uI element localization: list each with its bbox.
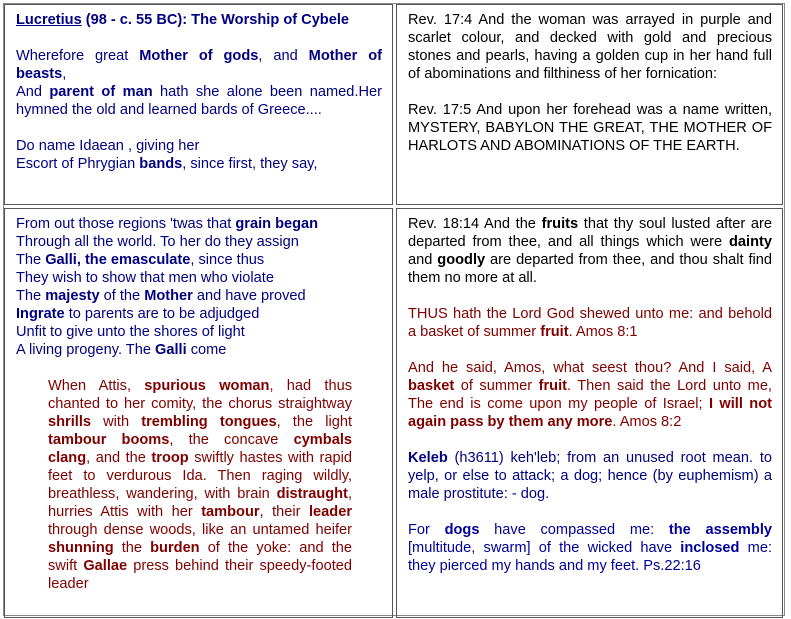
emphasis-text: dainty: [729, 234, 772, 250]
body-text: have compassed me:: [479, 522, 669, 538]
emphasis-text: Keleb: [408, 450, 448, 466]
body-text: swiftly hastes with rapid feet to verdurous Ida. Then raging wildly, breathless, wandering, with brain: [48, 450, 352, 502]
emphasis-text: fruit: [538, 378, 567, 394]
amos-8-1: [408, 305, 772, 341]
body-text: , hurries Attis with her: [48, 486, 352, 520]
lucretius-cell: [4, 4, 393, 205]
emphasis-text: Galli: [155, 342, 187, 358]
galli-line: [16, 233, 382, 251]
rev-17-4: Rev. 17:4 And the woman was arrayed in purple and scarlet colour, and decked with gold and precious stones and pearls, having a golden cup in her hand full of abominations and filthiness of her fornication:: [408, 12, 772, 82]
lucretius-line-idaean: Do name Idaean , giving her: [16, 138, 200, 154]
emphasis-text: burden: [150, 540, 200, 556]
emphasis-text: parent of man: [49, 84, 153, 100]
body-text: The: [16, 288, 46, 304]
emphasis-text: goodly: [437, 252, 486, 268]
rev-17-5: Rev. 17:5 And upon her forehead was a name written, MYSTERY, BABYLON THE GREAT, THE MOTHER OF HARLOTS AND ABOMINATIONS OF THE EARTH.: [408, 102, 772, 154]
body-text: press behind their speedy-footed leader: [48, 558, 352, 592]
body-text: hath she alone been named.Her hymned the old and learned bards of Greece....: [16, 84, 382, 118]
lucretius-heading-rest: (98 - c. 55 BC): The Worship of Cybele: [81, 12, 350, 28]
body-text: with: [91, 414, 142, 430]
galli-line: [16, 305, 382, 323]
body-text: . Amos 8:2: [612, 414, 682, 430]
galli-cell: [4, 208, 393, 618]
body-text: through dense woods, like an untamed heifer: [48, 522, 352, 538]
body-text: They wish to show that men who violate: [16, 270, 274, 286]
body-text: THUS hath the Lord God shewed unto me: and behold a basket of summer: [408, 306, 772, 340]
galli-line: [16, 323, 382, 341]
emphasis-text: tambour booms: [48, 432, 170, 448]
body-text: , the light: [276, 414, 352, 430]
emphasis-text: Gallae: [83, 558, 128, 574]
body-text: of the yoke: and the swift: [48, 540, 353, 574]
emphasis-text: I will not again pass by them any more: [408, 396, 772, 430]
emphasis-text: tambour: [201, 504, 260, 520]
escort-text: Escort of Phrygian: [16, 156, 140, 172]
attis-passage: [48, 377, 352, 593]
emphasis-text: cymbals clang: [48, 432, 352, 466]
emphasis-text: Mother of gods: [139, 48, 259, 64]
emphasis-text: grain began: [235, 216, 319, 232]
emphasis-text: Galli, the emasculate: [45, 252, 191, 268]
emphasis-text: shrills: [48, 414, 91, 430]
galli-line: [16, 251, 382, 269]
lucretius-line-mother: [16, 47, 382, 83]
emphasis-text: fruits: [541, 216, 579, 232]
galli-line: [16, 269, 382, 287]
emphasis-text: the assembly: [668, 522, 772, 538]
body-text: Wherefore great: [16, 48, 140, 64]
body-text: And he said, Amos, what seest thou? And I said, A: [408, 360, 772, 376]
amos-8-2: [408, 359, 772, 431]
scripture-cell: [396, 208, 783, 618]
body-text: , and the: [86, 450, 152, 466]
emphasis-text: Mother of beasts: [16, 48, 382, 82]
body-text: A living progeny. The: [16, 342, 155, 358]
body-text: Unfit to give unto the shores of light: [16, 324, 245, 340]
lucretius-line-parent: [16, 83, 382, 119]
body-text: me: they pierced my hands and my feet. Ps.22:16: [408, 540, 772, 574]
emphasis-text: dogs: [444, 522, 480, 538]
body-text: (h3611) keh'leb; from an unused root mean. to yelp, or else to attack; a dog; hence (by euphemism) a male prostitute: - dog.: [408, 450, 772, 502]
emphasis-text: inclosed: [680, 540, 740, 556]
body-text: [multitude, swarm] of the wicked have: [408, 540, 681, 556]
emphasis-text: Mother: [144, 288, 193, 304]
escort-text-end: , since first, they say,: [182, 156, 318, 172]
emphasis-text: basket: [408, 378, 455, 394]
emphasis-text: shunning: [48, 540, 114, 556]
body-text: For: [408, 522, 445, 538]
body-text: Rev. 18:14 And the: [408, 216, 542, 232]
keleb-definition: [408, 449, 772, 503]
body-text: From out those regions 'twas that: [16, 216, 236, 232]
body-text: and: [408, 252, 438, 268]
body-text: are departed from thee, and thou shalt find them no more at all.: [408, 252, 772, 286]
body-text: The: [16, 252, 46, 268]
lucretius-line-escort: [16, 155, 382, 173]
body-text: , the concave: [169, 432, 294, 448]
lucretius-heading: [16, 11, 382, 29]
galli-line: [16, 341, 382, 359]
body-text: to parents are to be adjudged: [64, 306, 260, 322]
body-text: Through all the world. To her do they assign: [16, 234, 299, 250]
emphasis-text: troop: [151, 450, 189, 466]
body-text: of the: [99, 288, 145, 304]
body-text: . Then said the Lord unto me, The end is come upon my people of Israel;: [408, 378, 772, 412]
body-text: , their: [259, 504, 309, 520]
body-text: the: [113, 540, 151, 556]
body-text: that thy soul lusted after are departed from thee, and all things which were: [408, 216, 772, 250]
galli-line: [16, 287, 382, 305]
galli-verse: [16, 215, 382, 359]
lucretius-para-1: [16, 47, 382, 119]
body-text: of summer: [454, 378, 539, 394]
body-text: ,: [62, 66, 67, 82]
galli-line: [16, 215, 382, 233]
body-text: , since thus: [190, 252, 265, 268]
body-text: And: [16, 84, 50, 100]
body-text: . Amos 8:1: [568, 324, 638, 340]
body-text: , and: [258, 48, 309, 64]
emphasis-text: trembling tongues: [141, 414, 277, 430]
emphasis-text: leader: [309, 504, 352, 520]
body-text: When Attis,: [48, 378, 145, 394]
emphasis-text: spurious woman: [144, 378, 270, 394]
psalm-22-16: [408, 521, 772, 575]
revelation-17-cell: [396, 4, 783, 205]
body-text: come: [186, 342, 227, 358]
rev-18-14: [408, 215, 772, 287]
lucretius-author-link[interactable]: Lucretius: [16, 12, 82, 28]
body-text: , had thus chanted to her comity, the chorus straightway: [48, 378, 352, 412]
bands-bold: bands: [139, 156, 183, 172]
emphasis-text: fruit: [540, 324, 569, 340]
lucretius-para-2: [16, 137, 382, 173]
body-text: and have proved: [192, 288, 306, 304]
emphasis-text: majesty: [45, 288, 100, 304]
emphasis-text: Ingrate: [16, 306, 65, 322]
emphasis-text: distraught: [276, 486, 348, 502]
